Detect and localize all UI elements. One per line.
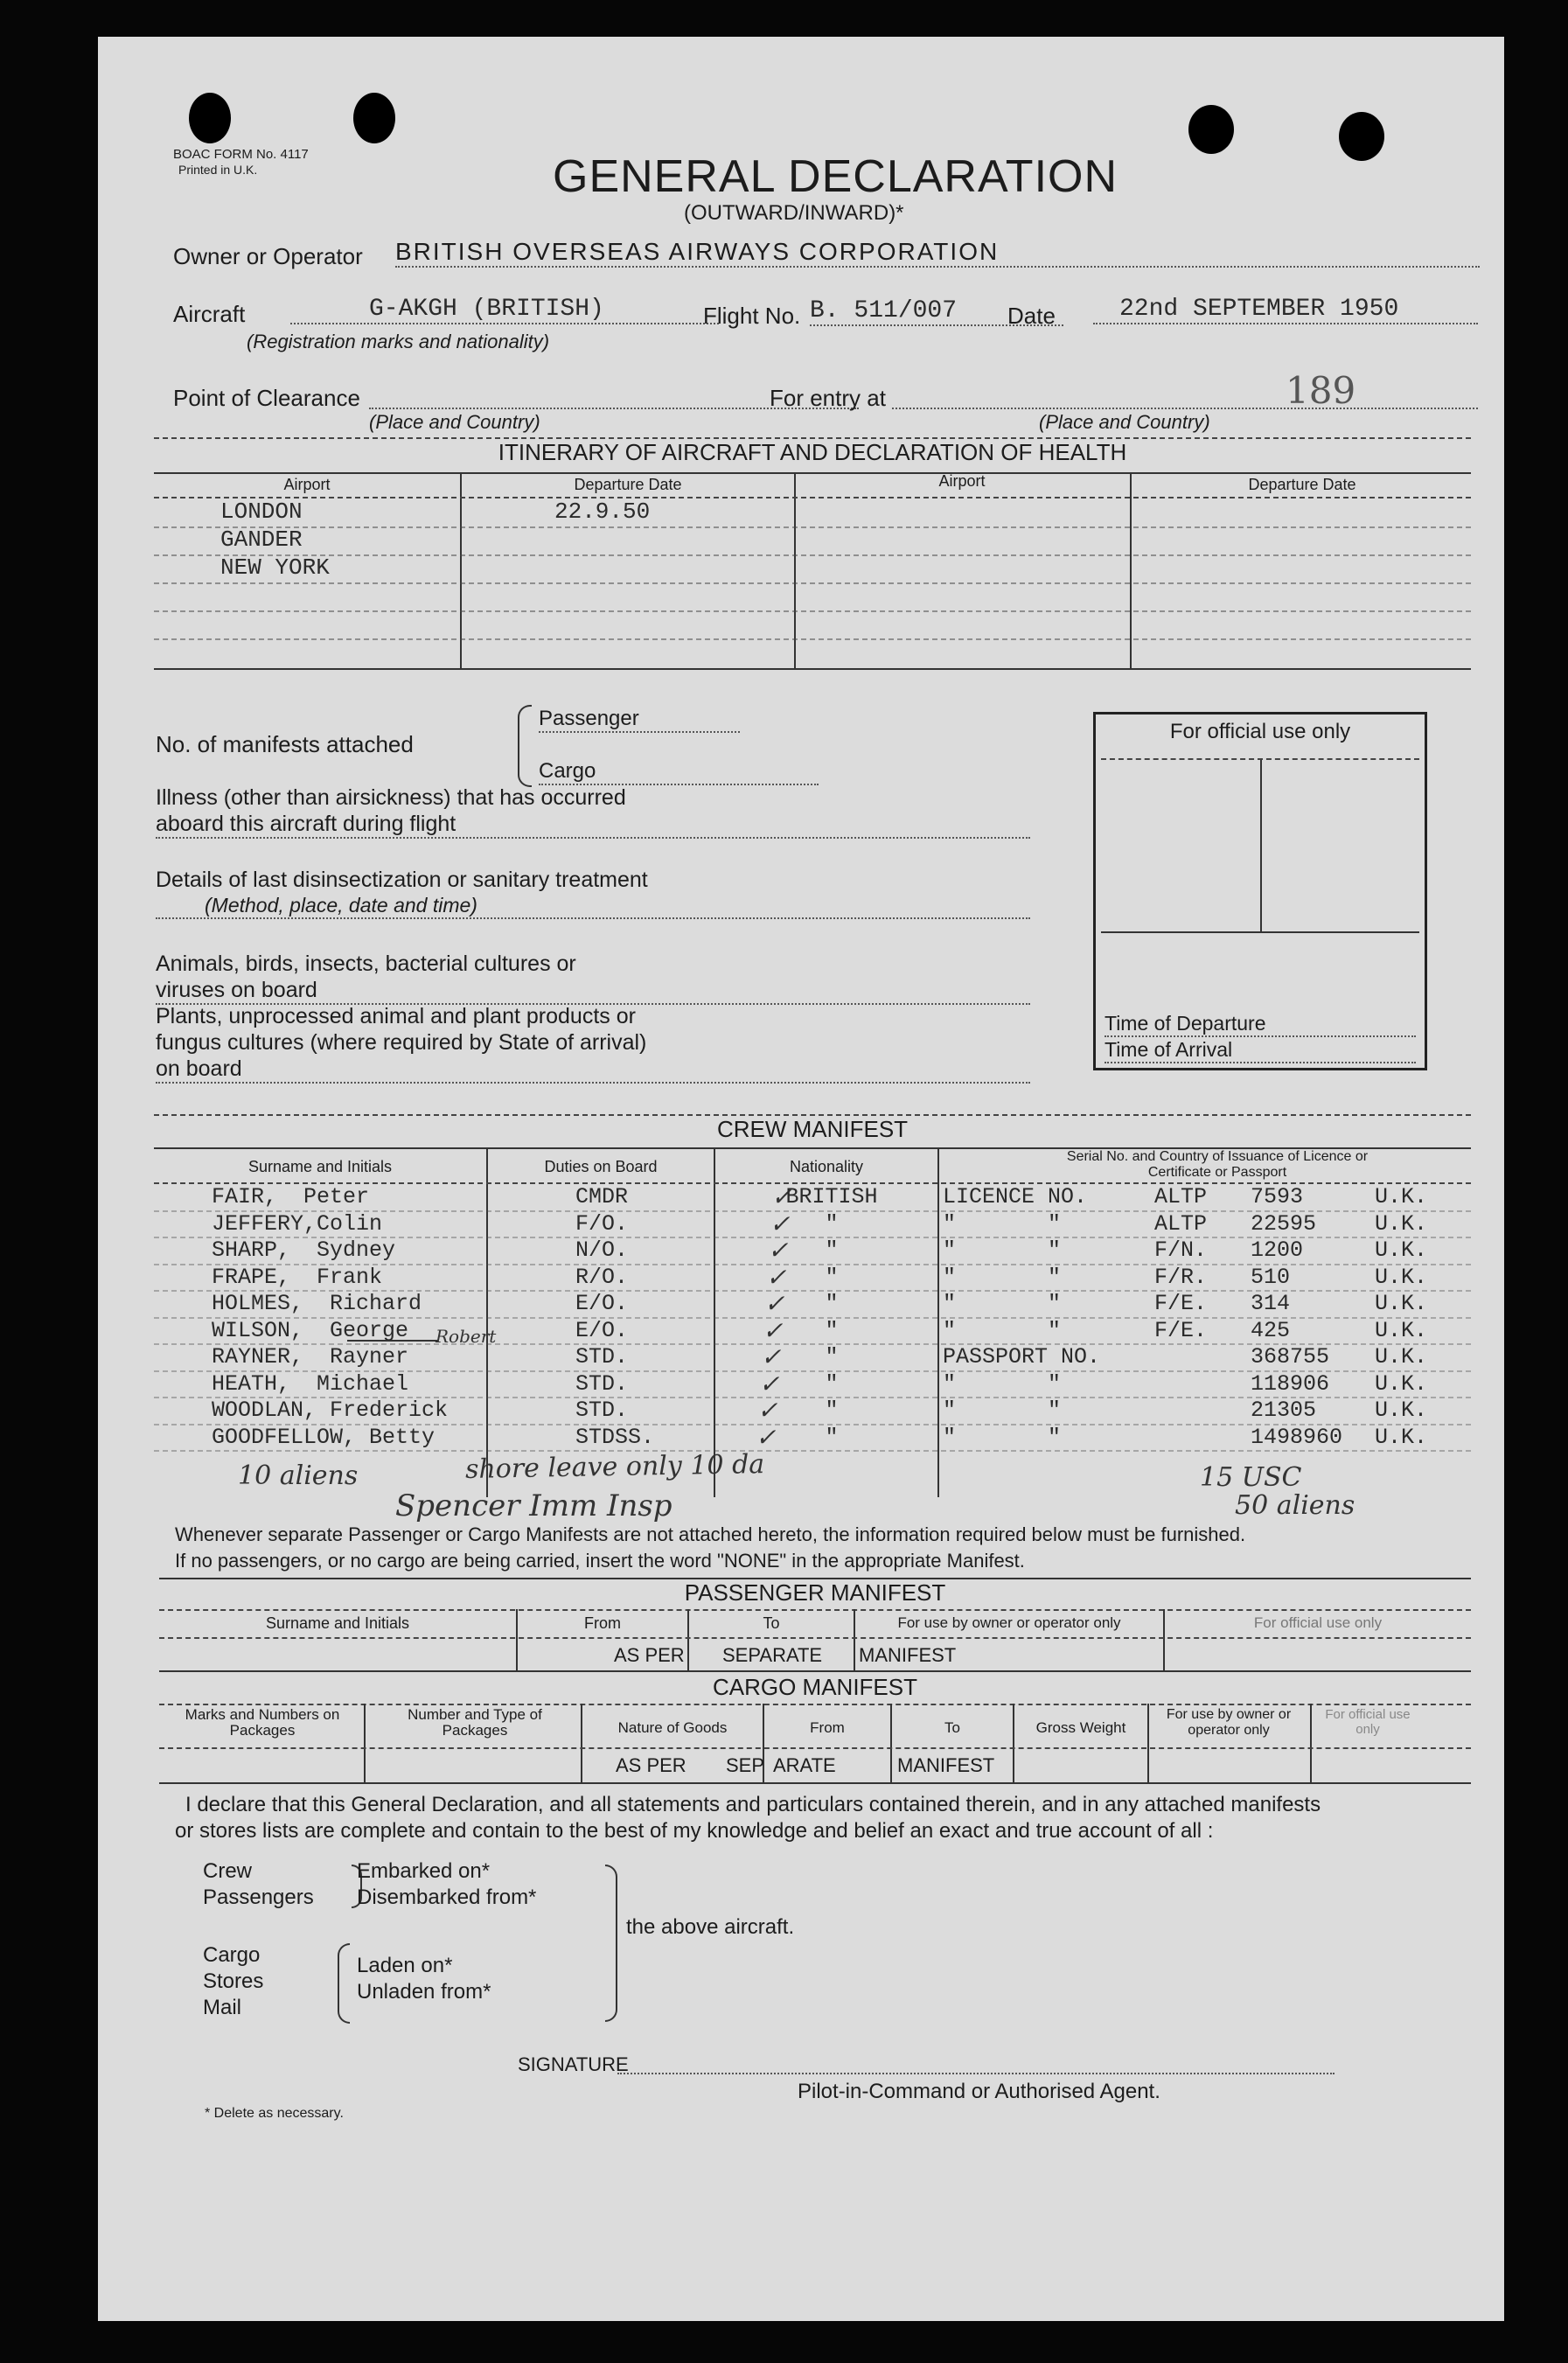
hand-note-50-aliens: 50 aliens — [1235, 1490, 1355, 1521]
cargo-cell-arate: ARATE — [773, 1754, 836, 1776]
flight-label: Flight No. — [703, 303, 801, 329]
place-country-1: (Place and Country) — [369, 411, 540, 433]
stamp-number: 189 — [1286, 369, 1356, 412]
crew-duty: E/O. — [575, 1317, 629, 1343]
pax-cell-separate: SEPARATE — [722, 1644, 823, 1666]
brace-above — [605, 1865, 617, 2022]
disinsect-label-1: Details of last disinsectization or sanitary treatment — [156, 868, 648, 892]
punch-hole-left-1 — [189, 93, 231, 143]
check-mark-icon: ✓ — [756, 1422, 777, 1452]
animals-label-1: Animals, birds, insects, bacterial cultures or — [156, 951, 576, 976]
illness-label-2: aboard this aircraft during flight — [156, 812, 1030, 839]
crew-nationality: " — [825, 1398, 839, 1423]
crew-country: U.K. — [1375, 1291, 1428, 1316]
crew-name: WILSON, George — [212, 1317, 409, 1343]
signature-line — [617, 2073, 1335, 2074]
crew-name: WOODLAN, Frederick — [212, 1398, 449, 1423]
crew-duty: STDSS. — [575, 1424, 655, 1450]
crew-doc-prefix: F/R. — [1154, 1264, 1208, 1290]
delete-note: * Delete as necessary. — [205, 2106, 344, 2121]
crew-country: U.K. — [1375, 1210, 1428, 1237]
crew-doc-number: 21305 — [1251, 1398, 1317, 1423]
crew-name: FRAPE, Frank — [212, 1264, 383, 1290]
check-mark-icon: ✓ — [759, 1369, 780, 1398]
passenger-manifest-heading: PASSENGER MANIFEST — [684, 1579, 946, 1606]
decl-above-aircraft: the above aircraft. — [626, 1915, 795, 1939]
cargo-header-from: From — [810, 1719, 845, 1736]
crew-country: U.K. — [1375, 1344, 1428, 1370]
declaration-form — [98, 37, 1504, 2321]
time-of-departure: Time of Departure — [1105, 1012, 1416, 1037]
hand-note-usc: 15 USC — [1200, 1462, 1302, 1493]
crew-duty: STD. — [575, 1344, 629, 1370]
crew-doc-type: " " — [943, 1210, 1062, 1237]
date-label: Date — [1007, 303, 1056, 329]
crew-header-duties: Duties on Board — [544, 1158, 658, 1175]
owner-label: Owner or Operator — [173, 243, 363, 269]
itinerary-airport-1: LONDON — [220, 498, 303, 525]
pilot-label: Pilot-in-Command or Authorised Agent. — [798, 2080, 1160, 2103]
crew-header-serial: Serial No. and Country of Issuance of Licence or Certificate or Passport — [1066, 1149, 1369, 1180]
crew-name: HOLMES, Richard — [212, 1291, 422, 1316]
crew-doc-prefix: F/N. — [1154, 1237, 1208, 1263]
illness-label-1: Illness (other than airsickness) that has occurred — [156, 785, 626, 810]
crew-doc-type: " " — [943, 1237, 1062, 1263]
plants-label-2: fungus cultures (where required by State of arrival) — [156, 1030, 647, 1055]
aircraft-sub: (Registration marks and nationality) — [247, 331, 550, 352]
crew-manifest-heading: CREW MANIFEST — [716, 1116, 909, 1142]
pax-header-to: To — [763, 1614, 780, 1632]
check-mark-icon: ✓ — [771, 1182, 792, 1211]
crew-nationality: " — [825, 1370, 839, 1397]
crew-nationality: " — [825, 1317, 839, 1343]
inspector-signature: Spencer Imm Insp — [395, 1488, 672, 1523]
time-of-arrival: Time of Arrival — [1105, 1038, 1416, 1063]
itinerary-airport-3: NEW YORK — [220, 554, 330, 581]
pax-header-owner: For use by owner or operator only — [897, 1614, 1121, 1631]
pax-header-official: For official use only — [1253, 1614, 1383, 1631]
crew-doc-type: " " — [943, 1291, 1062, 1316]
pax-cell-as-per: AS PER — [614, 1644, 685, 1666]
page-subtitle: (OUTWARD/INWARD)* — [684, 201, 904, 225]
cargo-header-to: To — [944, 1719, 960, 1736]
notice-line-2: If no passengers, or no cargo are being carried, insert the word "NONE" in the appropriate Manifest. — [175, 1550, 1025, 1572]
disinsect-label-2: (Method, place, date and time) — [156, 894, 1030, 919]
crew-doc-number: 118906 — [1251, 1370, 1330, 1397]
manifests-label: No. of manifests attached — [156, 731, 414, 757]
page-title: GENERAL DECLARATION — [553, 151, 1119, 202]
crew-doc-type: " " — [943, 1264, 1062, 1290]
crew-doc-type: " " — [943, 1424, 1062, 1450]
crew-header-name: Surname and Initials — [247, 1158, 393, 1175]
crew-duty: R/O. — [575, 1264, 629, 1290]
punch-hole-left-2 — [353, 93, 395, 143]
owner-value: BRITISH OVERSEAS AIRWAYS CORPORATION — [395, 238, 1480, 268]
notice-line-1: Whenever separate Passenger or Cargo Manifests are not attached hereto, the information required below must be furnished. — [175, 1523, 1246, 1545]
declaration-line-1: I declare that this General Declaration, and all statements and particulars contained therein, and in any attached manifests — [185, 1793, 1321, 1816]
strike-george — [347, 1340, 438, 1342]
check-mark-icon: ✓ — [770, 1209, 791, 1238]
crew-nationality: " — [825, 1210, 839, 1237]
hand-note-aliens: 10 aliens — [238, 1460, 359, 1491]
pax-header-name: Surname and Initials — [265, 1614, 410, 1632]
cargo-header-nature: Nature of Goods — [617, 1719, 728, 1736]
itinerary-departure-date: 22.9.50 — [554, 498, 651, 525]
aircraft-label: Aircraft — [173, 301, 246, 327]
printed-in: Printed in U.K. — [178, 163, 258, 177]
crew-header-nationality: Nationality — [789, 1158, 864, 1175]
crew-doc-type: " " — [943, 1370, 1062, 1397]
crew-name: FAIR, Peter — [212, 1184, 370, 1209]
crew-country: U.K. — [1375, 1264, 1428, 1290]
pax-header-from: From — [584, 1614, 621, 1632]
cargo-header-number: Number and Type of Packages — [408, 1706, 542, 1739]
animals-label-2: viruses on board — [156, 978, 1030, 1005]
check-mark-icon: ✓ — [768, 1236, 789, 1265]
plants-label-1: Plants, unprocessed animal and plant products or — [156, 1004, 636, 1028]
crew-doc-type: " " — [943, 1317, 1062, 1343]
cargo-header-weight: Gross Weight — [1035, 1719, 1126, 1736]
form-number: BOAC FORM No. 4117 — [173, 147, 309, 162]
plants-label-3: on board — [156, 1056, 1030, 1084]
check-mark-icon: ✓ — [764, 1289, 785, 1318]
crew-duty: CMDR — [575, 1184, 629, 1209]
itinerary-header-date-2: Departure Date — [1248, 476, 1356, 493]
crew-country: U.K. — [1375, 1184, 1428, 1209]
itinerary-header-airport-2: Airport — [938, 472, 986, 490]
aircraft-value: G-AKGH (BRITISH) — [290, 296, 719, 324]
crew-duty: STD. — [575, 1398, 629, 1423]
cargo-cell-as-per: AS PER — [616, 1754, 686, 1776]
crew-name: GOODFELLOW, Betty — [212, 1424, 436, 1450]
itinerary-header-airport-1: Airport — [283, 476, 331, 493]
declaration-line-2: or stores lists are complete and contain to the best of my knowledge and belief an exact and true account of all : — [175, 1819, 1214, 1843]
decl-embarked: Embarked on* — [357, 1859, 491, 1883]
crew-country: U.K. — [1375, 1317, 1428, 1343]
crew-duty: F/O. — [575, 1210, 629, 1237]
crew-doc-number: 1200 — [1251, 1237, 1304, 1263]
flight-value: B. 511/007 — [810, 297, 1063, 326]
crew-doc-prefix: F/E. — [1154, 1291, 1208, 1316]
cargo-header-official: For official use only — [1325, 1707, 1411, 1737]
crew-doc-number: 425 — [1251, 1317, 1291, 1343]
decl-disembarked: Disembarked from* — [357, 1886, 537, 1909]
crew-country: U.K. — [1375, 1370, 1428, 1397]
place-country-2: (Place and Country) — [1039, 411, 1210, 433]
crew-doc-prefix: F/E. — [1154, 1317, 1208, 1343]
crew-doc-number: 510 — [1251, 1264, 1291, 1290]
crew-doc-type: " " — [943, 1398, 1062, 1423]
official-use-title: For official use only — [1169, 720, 1351, 743]
cargo-header-owner: For use by owner or operator only — [1166, 1707, 1292, 1738]
crew-nationality: " — [825, 1344, 839, 1370]
itinerary-airport-2: GANDER — [220, 526, 303, 553]
crew-duty: STD. — [575, 1370, 629, 1397]
crew-doc-number: 7593 — [1251, 1184, 1304, 1209]
crew-duty: E/O. — [575, 1291, 629, 1316]
brace-cargo — [338, 1943, 350, 2024]
crew-name: JEFFERY,Colin — [212, 1210, 383, 1237]
passenger-manifest-count: Passenger — [539, 707, 740, 733]
hand-note-shore: shore leave only 10 da — [464, 1449, 765, 1485]
cargo-cell-sep: SEP — [726, 1754, 765, 1776]
crew-doc-prefix: ALTP — [1154, 1210, 1208, 1237]
decl-crew: Crew — [203, 1859, 253, 1883]
crew-nationality: " — [825, 1264, 839, 1290]
clearance-label: Point of Clearance — [173, 385, 360, 411]
hand-robert: Robert — [436, 1326, 497, 1347]
decl-laden: Laden on* — [357, 1954, 453, 1977]
check-mark-icon: ✓ — [761, 1342, 782, 1371]
check-mark-icon: ✓ — [763, 1315, 784, 1345]
crew-doc-number: 314 — [1251, 1291, 1291, 1316]
crew-name: SHARP, Sydney — [212, 1237, 396, 1263]
crew-nationality: " — [825, 1237, 839, 1263]
cargo-manifest-heading: CARGO MANIFEST — [712, 1674, 917, 1700]
crew-doc-prefix: ALTP — [1154, 1184, 1208, 1209]
crew-name: RAYNER, Rayner — [212, 1344, 409, 1370]
crew-row-rule — [154, 1450, 1471, 1452]
crew-doc-number: 1498960 — [1251, 1424, 1343, 1450]
punch-hole-right-1 — [1188, 105, 1234, 154]
decl-unladen: Unladen from* — [357, 1980, 491, 2004]
crew-doc-type: LICENCE NO. — [943, 1184, 1088, 1209]
decl-passengers: Passengers — [203, 1886, 314, 1909]
crew-country: U.K. — [1375, 1398, 1428, 1423]
cargo-cell-manifest: MANIFEST — [897, 1754, 995, 1776]
entry-line — [892, 408, 1478, 409]
itinerary-heading: ITINERARY OF AIRCRAFT AND DECLARATION OF HEALTH — [498, 439, 1127, 465]
official-use-box — [1093, 712, 1427, 1070]
crew-name: HEATH, Michael — [212, 1370, 409, 1397]
check-mark-icon: ✓ — [766, 1262, 787, 1292]
punch-hole-right-2 — [1339, 112, 1384, 161]
decl-stores: Stores — [203, 1969, 264, 1993]
signature-label: SIGNATURE — [518, 2053, 629, 2075]
crew-country: U.K. — [1375, 1237, 1428, 1263]
itinerary-header-date-1: Departure Date — [574, 476, 682, 493]
pax-cell-manifest: MANIFEST — [859, 1644, 957, 1666]
crew-nationality: " — [825, 1424, 839, 1450]
cargo-manifest-count: Cargo — [539, 759, 819, 785]
crew-doc-number: 22595 — [1251, 1210, 1317, 1237]
check-mark-icon: ✓ — [757, 1396, 778, 1425]
decl-cargo: Cargo — [203, 1943, 261, 1967]
date-value: 22nd SEPTEMBER 1950 — [1093, 296, 1478, 324]
crew-doc-type: PASSPORT NO. — [943, 1344, 1101, 1370]
entry-label: For entry at — [770, 385, 886, 411]
brace-manifests — [518, 705, 532, 787]
cargo-header-marks: Marks and Numbers on Packages — [185, 1706, 340, 1739]
crew-country: U.K. — [1375, 1424, 1428, 1450]
crew-nationality: " — [825, 1291, 839, 1316]
crew-duty: N/O. — [575, 1237, 629, 1263]
crew-nationality: BRITISH — [785, 1184, 878, 1209]
decl-mail: Mail — [203, 1996, 242, 2019]
crew-doc-number: 368755 — [1251, 1344, 1330, 1370]
